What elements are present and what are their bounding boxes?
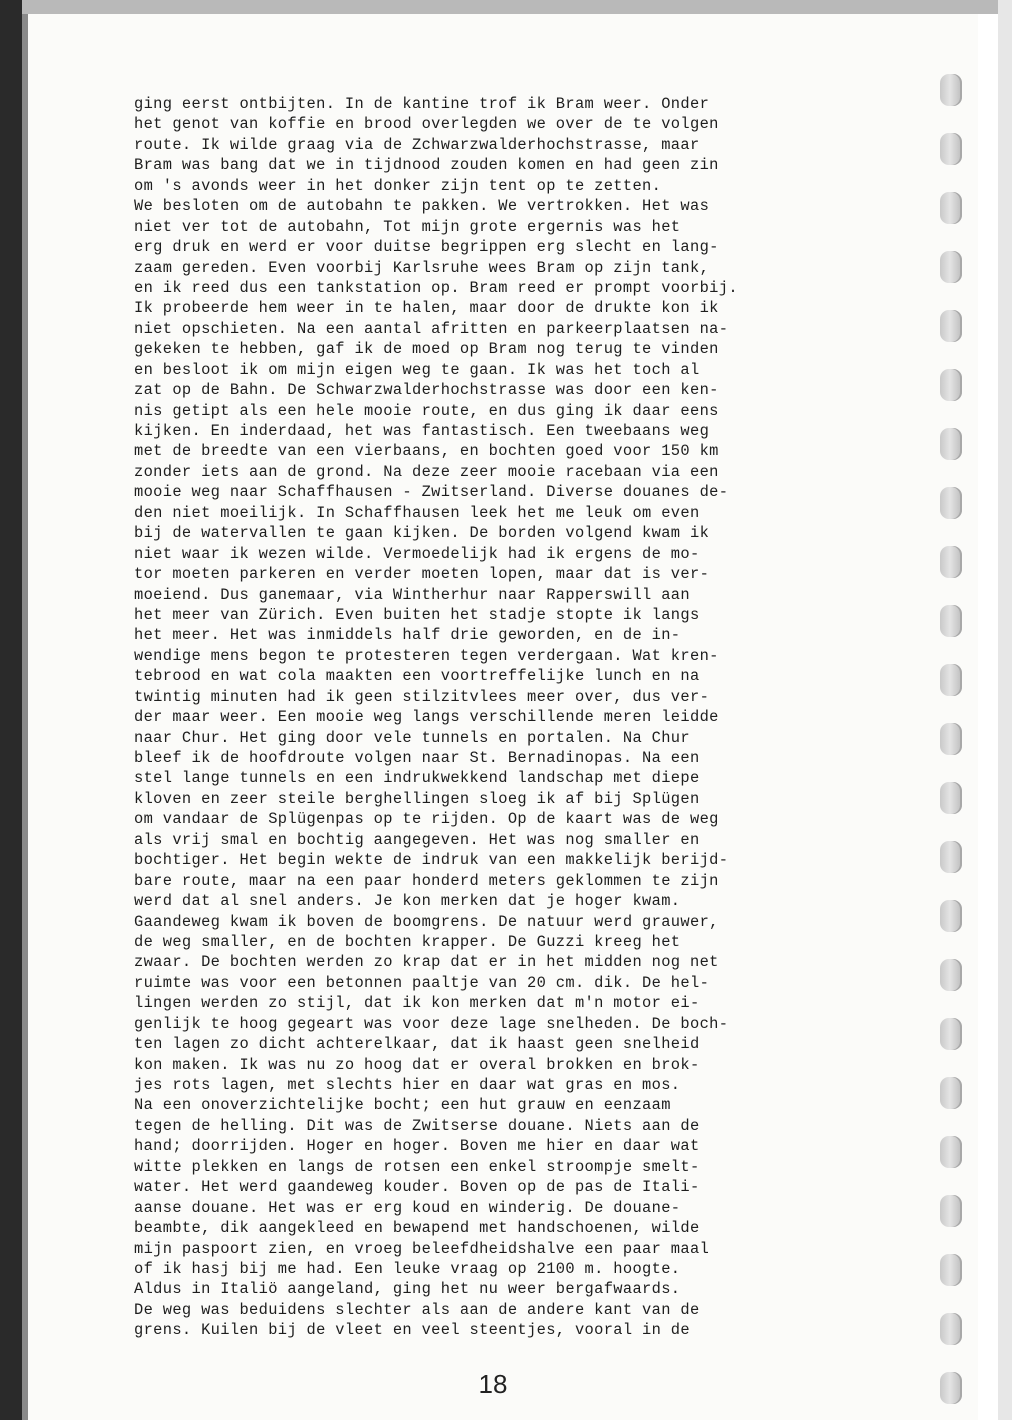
text-line: niet ver tot de autobahn, Tot mijn grote ergernis was het xyxy=(134,217,681,236)
binding-hole xyxy=(940,74,962,106)
binding-hole xyxy=(940,310,962,342)
binding-hole xyxy=(940,664,962,696)
text-line: bij de watervallen te gaan kijken. De borden volgend kwam ik xyxy=(134,524,710,543)
text-line: zaam gereden. Even voorbij Karlsruhe wees Bram op zijn tank, xyxy=(134,258,710,277)
text-line: genlijk te hoog gegeart was voor deze lage snelheden. De boch- xyxy=(134,1014,729,1033)
scan-edge-left xyxy=(0,0,22,1420)
text-line: mijn paspoort zien, en vroeg beleefdheidshalve een paar maal xyxy=(134,1239,710,1258)
text-line: niet waar ik wezen wilde. Vermoedelijk had ik ergens de mo- xyxy=(134,544,700,563)
text-line: ruimte was voor een betonnen paaltje van 20 cm. dik. De hel- xyxy=(134,973,710,992)
document-page xyxy=(28,14,978,1420)
text-line: de weg smaller, en de bochten krapper. De Guzzi kreeg het xyxy=(134,932,681,951)
text-line: bleef ik de hoofdroute volgen naar St. Bernadinopas. Na een xyxy=(134,749,700,767)
binding-hole xyxy=(940,959,962,991)
text-line: kijken. En inderdaad, het was fantastisch. Een tweebaans weg xyxy=(134,422,710,440)
binding-hole xyxy=(940,841,962,873)
text-line: kloven en zeer steile berghellingen sloeg ik af bij Splügen xyxy=(134,789,700,808)
text-line: De weg was beduidens slechter als aan de andere kant van de xyxy=(134,1300,700,1319)
text-line: lingen werden zo stijl, dat ik kon merken dat m'n motor ei- xyxy=(134,994,700,1013)
text-line: naar Chur. Het ging door vele tunnels en portalen. Na Chur xyxy=(134,728,690,747)
text-line: bochtiger. Het begin wekte de indruk van een makkelijk berijd- xyxy=(134,851,729,870)
binding-hole xyxy=(940,1077,962,1109)
binding-hole xyxy=(940,1254,962,1286)
text-line: om 's avonds weer in het donker zijn tent op te zetten. xyxy=(134,176,662,195)
text-line: wendige mens begon te protesteren tegen verdergaan. Wat kren- xyxy=(134,646,719,665)
text-line: tor moeten parkeren en verder moeten lopen, maar dat is ver- xyxy=(134,565,710,584)
text-line: Gaandeweg kwam ik boven de boomgrens. De natuur werd grauwer, xyxy=(134,912,719,931)
text-line: om vandaar de Splügenpas op te rijden. Op de kaart was de weg xyxy=(134,810,719,829)
text-line: niet opschieten. Na een aantal afritten en parkeerplaatsen na- xyxy=(134,319,729,338)
text-line: Aldus in Italiö aangeland, ging het nu weer bergafwaards. xyxy=(134,1280,681,1299)
binding-hole xyxy=(940,192,962,224)
binding-hole xyxy=(940,1313,962,1345)
text-line: gekeken te hebben, gaf ik de moed op Bram nog terug te vinden xyxy=(134,340,719,359)
binding-hole xyxy=(940,133,962,165)
text-line: tegen de helling. Dit was de Zwitserse douane. Niets aan de xyxy=(134,1116,700,1135)
text-line: Ik probeerde hem weer in te halen, maar door de drukte kon ik xyxy=(134,299,719,318)
text-line: kon maken. Ik was nu zo hoog dat er overal brokken en brok- xyxy=(134,1055,700,1074)
text-line: bare route, maar na een paar honderd meters geklommen te zijn xyxy=(134,871,719,890)
text-line: witte plekken en langs de rotsen een enkel stroompje smelt- xyxy=(134,1157,700,1176)
text-line: route. Ik wilde graag via de Zchwarzwalderhochstrasse, maar xyxy=(134,135,700,154)
spiral-binding xyxy=(940,74,966,1424)
text-line: moeiend. Dus ganemaar, via Wintherhur naar Rapperswill aan xyxy=(134,585,690,604)
text-line: hand; doorrijden. Hoger en hoger. Boven me hier en daar wat xyxy=(134,1137,700,1156)
binding-hole xyxy=(940,369,962,401)
text-line: ging eerst ontbijten. In de kantine trof ik Bram weer. Onder xyxy=(134,95,710,113)
binding-hole xyxy=(940,782,962,814)
text-line: zonder iets aan de grond. Na deze zeer mooie racebaan via een xyxy=(134,462,719,481)
text-line: zwaar. De bochten werden zo krap dat er in het midden nog net xyxy=(134,953,719,972)
text-line: aanse douane. Het was er erg koud en winderig. De douane- xyxy=(134,1198,681,1217)
binding-hole xyxy=(940,428,962,460)
text-line: Na een onoverzichtelijke bocht; een hut grauw en eenzaam xyxy=(134,1096,671,1115)
text-line: en ik reed dus een tankstation op. Bram reed er prompt voorbij. xyxy=(134,278,738,297)
text-line: ten lagen zo dicht achterelkaar, dat ik haast geen snelheid xyxy=(134,1035,700,1054)
page-number: 18 xyxy=(478,1369,508,1399)
text-line: het genot van koffie en brood overlegden we over de te volgen xyxy=(134,115,719,134)
text-line: en besloot ik om mijn eigen weg te gaan. Ik was het toch al xyxy=(134,360,700,379)
text-line: We besloten om de autobahn te pakken. We vertrokken. Het was xyxy=(134,197,710,216)
text-line: het meer van Zürich. Even buiten het stadje stopte ik langs xyxy=(134,605,700,624)
text-line: jes rots lagen, met slechts hier en daar wat gras en mos. xyxy=(134,1076,681,1094)
binding-hole xyxy=(940,1136,962,1168)
binding-hole xyxy=(940,251,962,283)
binding-hole xyxy=(940,1195,962,1227)
text-line: stel lange tunnels en een indrukwekkend landschap met diepe xyxy=(134,769,700,788)
text-line: den niet moeilijk. In Schaffhausen leek het me leuk om even xyxy=(134,503,700,522)
text-line: met de breedte van een vierbaans, en bochten goed voor 150 km xyxy=(134,442,719,461)
text-line: het meer. Het was inmiddels half drie geworden, en de in- xyxy=(134,626,681,645)
binding-hole xyxy=(940,487,962,519)
text-line: water. Het werd gaandeweg kouder. Boven op de pas de Itali- xyxy=(134,1178,700,1197)
binding-hole xyxy=(940,605,962,637)
binding-hole xyxy=(940,723,962,755)
text-line: erg druk en werd er voor duitse begrippen erg slecht en lang- xyxy=(134,238,719,257)
text-line: of ik hasj bij me had. Een leuke vraag op 2100 m. hoogte. xyxy=(134,1259,681,1278)
text-line: zat op de Bahn. De Schwarzwalderhochstrasse was door een ken- xyxy=(134,381,719,400)
text-line: werd dat al snel anders. Je kon merken dat je hoger kwam. xyxy=(134,892,681,911)
text-line: grens. Kuilen bij de vleet en veel steentjes, vooral in de xyxy=(134,1321,690,1340)
text-line: als vrij smal en bochtig aangegeven. Het was nog smaller en xyxy=(134,830,700,849)
scan-edge-top xyxy=(0,0,1012,14)
text-line: tebrood en wat cola maakten een voortreffelijke lunch en na xyxy=(134,667,700,686)
text-line: twintig minuten had ik geen stilzitvlees meer over, dus ver- xyxy=(134,687,710,706)
text-line: Bram was bang dat we in tijdnood zouden komen en had geen zin xyxy=(134,156,719,175)
text-line: nis getipt als een hele mooie route, en dus ging ik daar eens xyxy=(134,401,719,420)
binding-hole xyxy=(940,900,962,932)
text-line: mooie weg naar Schaffhausen - Zwitserland. Diverse douanes de- xyxy=(134,483,729,502)
binding-hole xyxy=(940,1372,962,1404)
text-line: der maar weer. Een mooie weg langs verschillende meren leidde xyxy=(134,708,719,727)
text-line: beambte, dik aangekleed en bewapend met handschoenen, wilde xyxy=(134,1219,700,1238)
binding-hole xyxy=(940,546,962,578)
scan-edge-right xyxy=(998,0,1012,1420)
binding-hole xyxy=(940,1018,962,1050)
body-text xyxy=(134,94,934,1341)
